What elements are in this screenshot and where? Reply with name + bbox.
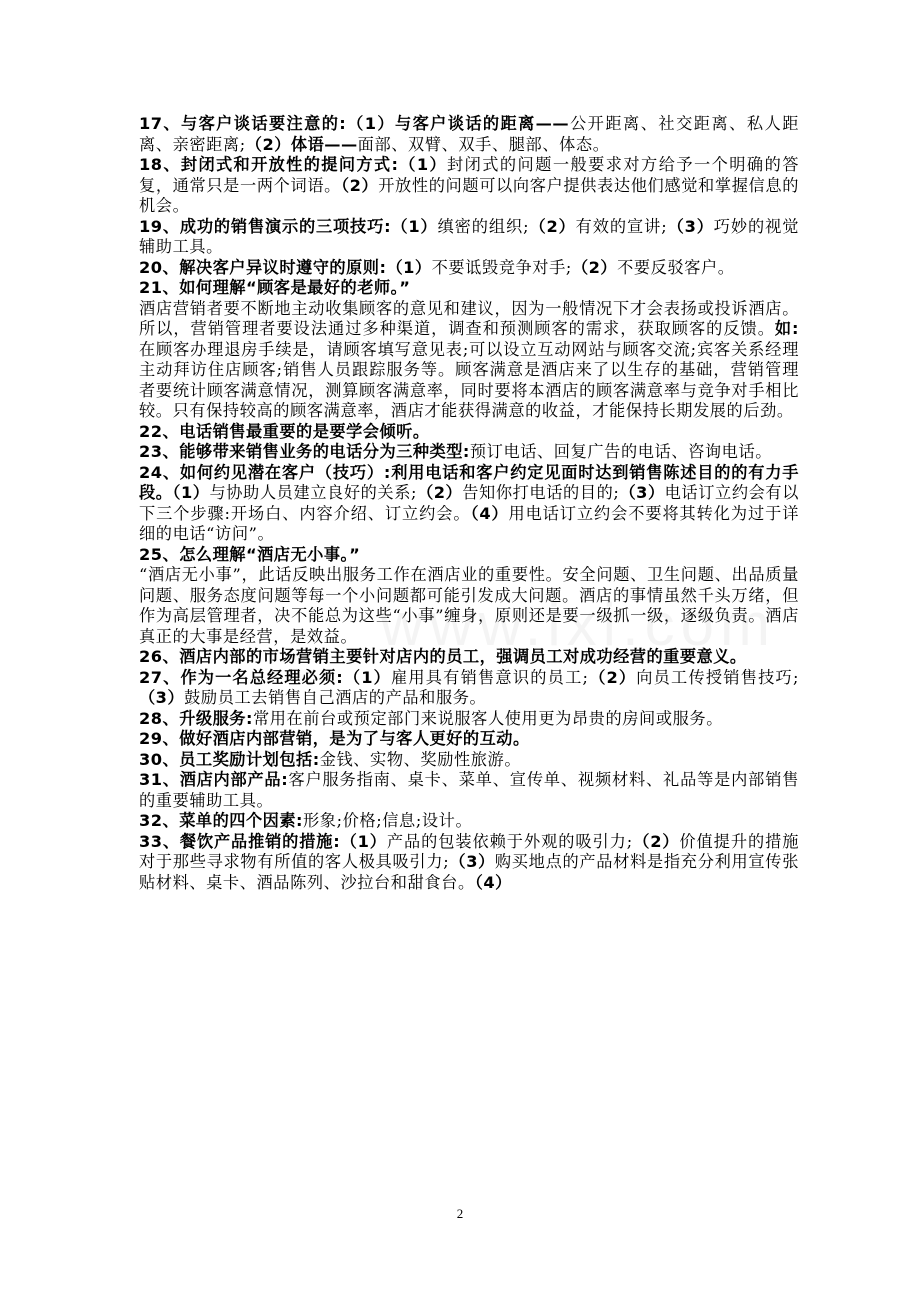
bold-text-run: （4） (470, 503, 509, 523)
paragraph (139, 442, 799, 463)
text-run: 产品的包装依赖于外观的吸引力; (386, 831, 633, 851)
text-run: 电话订立约会有以下三个步骤:开场白、内容介绍、订立约会。 (139, 483, 799, 523)
text-run: 缜密的组织; (437, 216, 530, 236)
text-run: 用电话订立约会不要将其转化为过于详细的电话“访问”。 (139, 503, 800, 543)
bold-text-run: 19、成功的销售演示的三项技巧: (139, 216, 392, 236)
bold-text-run: 29、做好酒店内部营销，是为了与客人更好的互动。 (139, 729, 530, 748)
bold-text-run: （2） (529, 216, 576, 236)
bold-text-run: 27、作为一名总经理必须: (139, 667, 344, 687)
text-run: 开放性的问题可以向客户提供表达他们感觉和掌握信息的机会。 (139, 175, 800, 215)
paragraph (139, 647, 799, 668)
bold-text-run: （3） (619, 483, 665, 502)
text-run: 公开距离、社交距离、私人距离、亲密距离; (139, 114, 799, 154)
text-run: 不要反驳客户。 (617, 257, 735, 277)
bold-text-run: 31、酒店内部产品: (139, 770, 289, 789)
bold-text-run: （1） (343, 667, 391, 687)
text-run: 客户服务指南、桌卡、菜单、宣传单、视频材料、礼品等是内部销售的重要辅助工具。 (139, 770, 800, 810)
bold-text-run: （1） (172, 483, 210, 502)
text-run: 形象;价格;信息;设计。 (303, 811, 473, 830)
bold-text-run: （2） (632, 831, 680, 851)
text-run: 面部、双臂、双手、腿部、体态。 (357, 134, 610, 154)
paragraph (139, 155, 799, 217)
paragraph (139, 565, 799, 647)
bold-text-run: （2） (417, 483, 463, 502)
bold-text-run: 32、菜单的四个因素: (139, 811, 303, 830)
bold-text-run: 17、与客户谈话要注意的:（1）与客户谈话的距离—— (139, 114, 570, 133)
text-run: 与协助人员建立良好的关系; (209, 483, 418, 502)
bold-text-run: 30、员工奖励计划包括: (139, 749, 320, 769)
text-run: 价值提升的措施对于那些寻求物有所值的客人极具吸引力; (139, 831, 800, 871)
paragraph (139, 729, 799, 750)
document-body (139, 114, 799, 893)
bold-text-run: （3） (667, 216, 714, 236)
bold-text-run: （1） (391, 216, 438, 236)
bold-text-run: （2） (341, 175, 379, 195)
text-run: 雇用具有销售意识的员工; (390, 667, 589, 687)
text-run: 有效的宣讲; (575, 216, 668, 236)
paragraph (139, 668, 799, 709)
bold-text-run: 25、怎么理解“酒店无小事。” (139, 544, 361, 564)
bold-text-run: 23、能够带来销售业务的电话分为三种类型: (139, 442, 470, 461)
bold-text-run: （2）体语—— (245, 134, 358, 154)
text-run: 巧妙的视觉辅助工具。 (139, 216, 800, 256)
bold-text-run: （1） (386, 257, 432, 277)
text-run: 告知你打电话的目的; (462, 483, 620, 502)
bold-text-run: （2） (588, 667, 637, 687)
paragraph (139, 278, 799, 299)
paragraph (139, 299, 799, 422)
paragraph (139, 832, 799, 894)
bold-text-run: （3） (139, 688, 185, 707)
paragraph (139, 709, 799, 730)
bold-text-run: 22、电话销售最重要的是要学会倾听。 (139, 421, 430, 441)
text-run: 购买地点的产品材料是指充分利用宣传张贴材料、桌卡、酒品陈列、沙拉台和甜食台。 (139, 852, 799, 892)
text-run: 常用在前台或预定部门来说服客人使用更为昂贵的房间或服务。 (252, 708, 723, 728)
text-run: 向员工传授销售技巧; (636, 667, 800, 687)
bold-text-run: （1） (398, 155, 447, 174)
bold-text-run: 26、酒店内部的市场营销主要针对店内的员工，强调员工对成功经营的重要意义。 (139, 647, 747, 666)
text-run: 酒店营销者要不断地主动收集顾客的意见和建议，因为一般情况下才会表扬或投诉酒店。所以，营销管理者要设法通过多种渠道，调查和预测顾客的需求，获取顾客的反馈。 (139, 298, 799, 338)
bold-text-run: 21、如何理解“顾客是最好的老师。” (139, 278, 411, 297)
paragraph (139, 750, 799, 771)
bold-text-run: 20、解决客户异议时遵守的原则: (139, 257, 387, 277)
paragraph (139, 217, 799, 258)
paragraph (139, 463, 799, 545)
text-run: 在顾客办理退房手续是，请顾客填写意见表;可以设立互动网站与顾客交流;宾客关系经理主动拜访住店顾客;销售人员跟踪服务等。顾客满意是酒店来了以生存的基础，营销管理者要统计顾客满意情况，测算顾客满意率，同时要将本酒店的顾客满意率与竞争对手相比较。只有保持较高的顾客满意率，酒店才能获得满意的收益，才能保持长期发展的后劲。 (139, 339, 799, 420)
text-run: 封闭式的问题一般要求对方给予一个明确的答复，通常只是一两个词语。 (139, 155, 799, 195)
bold-text-run: 28、升级服务: (139, 708, 253, 728)
paragraph (139, 422, 799, 443)
bold-text-run: 24、如何约见潜在客户（技巧）:利用电话和客户约定见面时达到销售陈述目的的有力手段。 (139, 462, 799, 502)
bold-text-run: （4） (474, 872, 512, 892)
text-run: 鼓励员工去销售自己酒店的产品和服务。 (184, 688, 487, 707)
text-run: “酒店无小事”，此话反映出服务工作在酒店业的重要性。安全问题、卫生问题、出品质量问题、服务态度问题等每一个小问题都可能引发成大问题。酒店的事情虽然千头万绪，但作为高层管理者，决不能总为这些“小事”缠身，原则还是要一级抓一级，逐级负责。酒店真正的大事是经营，是效益。 (139, 565, 799, 646)
paragraph (139, 114, 799, 155)
text-run: 不要诋毁竞争对手; (431, 257, 572, 277)
bold-text-run: 如: (774, 319, 799, 338)
text-run: 金钱、实物、奖励性旅游。 (319, 749, 522, 769)
bold-text-run: 18、封闭式和开放性的提问方式: (139, 155, 399, 174)
paragraph (139, 811, 799, 832)
page-number: 2 (456, 1206, 464, 1221)
paragraph (139, 770, 799, 811)
bold-text-run: （2） (571, 257, 618, 277)
text-run: 预订电话、回复广告的电话、咨询电话。 (469, 442, 773, 461)
bold-text-run: （3） (449, 852, 495, 871)
bold-text-run: 33、餐饮产品推销的措施: (139, 831, 341, 851)
paragraph (139, 258, 799, 279)
bold-text-run: （1） (340, 831, 387, 851)
paragraph (139, 545, 799, 566)
